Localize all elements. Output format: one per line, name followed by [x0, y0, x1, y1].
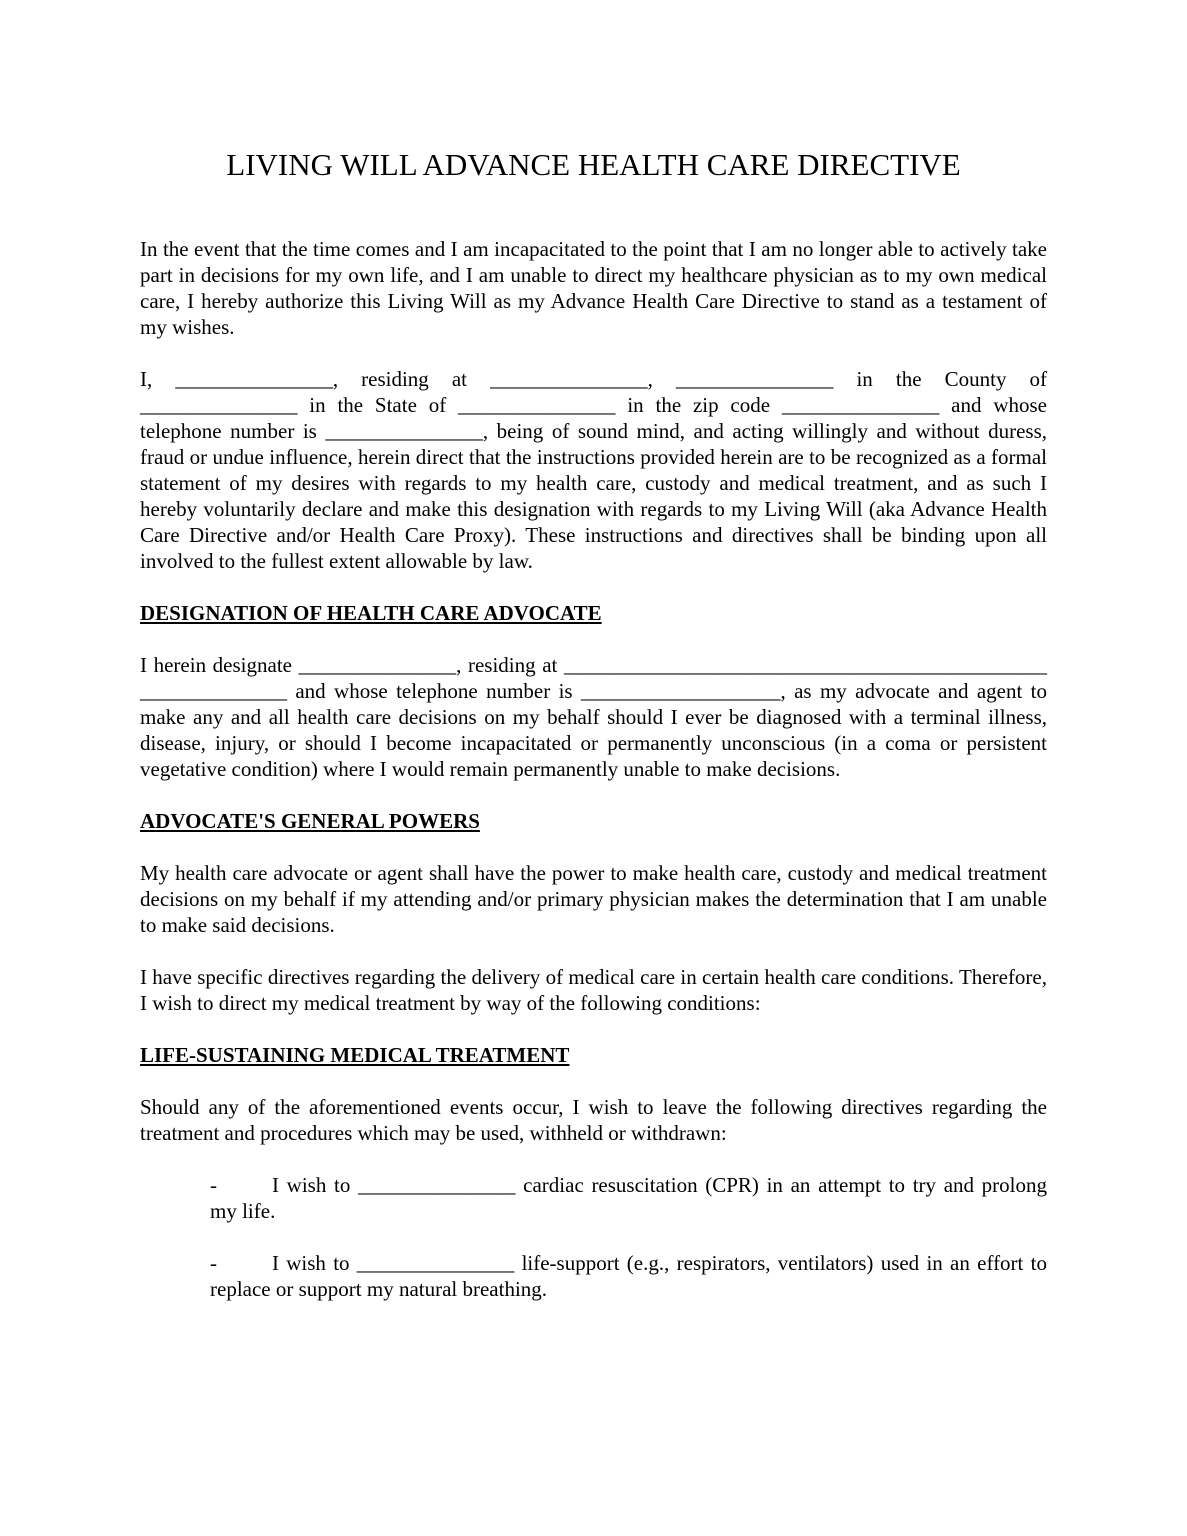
designation-text-body: , as my advocate and agent to make any and all health care decisions on my behalf should I ever be diagnosed with a terminal illness, disease, injury, or should I become incapacitated or permanently unconscious (in a coma or persistent vegetative condition) where I would remain permanently unable to make decisions.: [140, 679, 1047, 781]
declaration-text-body: , being of sound mind, and acting willingly and without duress, fraud or undue influence, herein direct that the instructions provided herein are to be recognized as a formal statement of my desires with regards to my health care, custody and medical treatment, and as such I hereby voluntarily declare and make this designation with regards to my Living Will (aka Advance Health Care Directive and/or Health Care Proxy). These instructions and directives shall be binding upon all involved to the fullest extent allowable by law.: [140, 419, 1047, 573]
powers-paragraph-1: [140, 860, 1047, 938]
intro-paragraph: [140, 236, 1047, 340]
document-title: LIVING WILL ADVANCE HEALTH CARE DIRECTIVE: [226, 147, 961, 182]
cpr-directive-text-lead: I wish to: [272, 1173, 358, 1197]
designation-text-lead: I herein designate: [140, 653, 299, 677]
powers-heading: ADVOCATE'S GENERAL POWERS: [140, 809, 480, 833]
advocate-address-blank[interactable]: ____________________________________________________________: [140, 653, 1047, 703]
life-support-directive-blank[interactable]: _______________: [356, 1251, 515, 1275]
powers-text-1: My health care advocate or agent shall have the power to make health care, custody and medical treatment decisions on my behalf if my attending and/or primary physician makes the determination that I am unable to make said decisions.: [140, 861, 1047, 937]
declaration-text-phone: and whose telephone number is: [140, 393, 1047, 443]
designation-paragraph: [140, 652, 1047, 782]
treatment-intro-text: Should any of the aforementioned events occur, I wish to leave the following directives regarding the treatment and procedures which may be used, withheld or withdrawn:: [140, 1095, 1047, 1145]
declaration-text-zip: in the zip code: [615, 393, 782, 417]
intro-text: In the event that the time comes and I am incapacitated to the point that I am no longer able to actively take part in decisions for my own life, and I am unable to direct my healthcare physician as to my own medical care, I hereby authorize this Living Will as my Advance Health Care Directive to stand as a testament of my wishes.: [140, 237, 1047, 339]
life-support-directive-item: [210, 1250, 1047, 1302]
county-blank[interactable]: _______________: [140, 393, 298, 417]
cpr-directive-text-body: cardiac resuscitation (CPR) in an attempt to try and prolong my life.: [210, 1173, 1048, 1223]
advocate-telephone-blank[interactable]: ___________________: [580, 679, 781, 703]
treatment-heading: LIFE-SUSTAINING MEDICAL TREATMENT: [140, 1043, 570, 1067]
declarant-name-blank[interactable]: _______________: [175, 367, 333, 391]
advocate-name-blank[interactable]: _______________: [298, 653, 457, 677]
declaration-paragraph: [140, 366, 1047, 574]
declaration-text-county: in the County of: [833, 367, 1048, 391]
designation-heading: DESIGNATION OF HEALTH CARE ADVOCATE: [140, 601, 602, 625]
telephone-blank[interactable]: _______________: [325, 419, 483, 443]
declaration-text-state: in the State of: [297, 393, 459, 417]
cpr-directive-blank[interactable]: _______________: [358, 1173, 516, 1197]
bullet-dash: -: [210, 1173, 217, 1197]
designation-text-phone: and whose telephone number is: [287, 679, 581, 703]
declaration-text-comma: ,: [647, 367, 676, 391]
treatment-intro-paragraph: [140, 1094, 1047, 1146]
declarant-city-blank[interactable]: _______________: [675, 367, 834, 391]
cpr-directive-item: [210, 1172, 1047, 1224]
declarant-address-blank[interactable]: _______________: [490, 367, 648, 391]
declaration-text-residing: , residing at: [332, 367, 491, 391]
life-support-directive-text-lead: I wish to: [272, 1251, 357, 1275]
designation-text-residing: , residing at: [456, 653, 564, 677]
bullet-dash: -: [210, 1251, 217, 1275]
powers-text-2: I have specific directives regarding the delivery of medical care in certain health care conditions. Therefore, I wish to direct my medical treatment by way of the following conditions:: [140, 965, 1047, 1015]
zip-code-blank[interactable]: _______________: [781, 393, 940, 417]
state-blank[interactable]: _______________: [458, 393, 616, 417]
powers-paragraph-2: [140, 964, 1047, 1016]
declaration-text-lead: I,: [140, 367, 176, 391]
life-support-directive-text-body: life-support (e.g., respirators, ventilators) used in an effort to replace or support my natural breathing.: [210, 1251, 1047, 1301]
